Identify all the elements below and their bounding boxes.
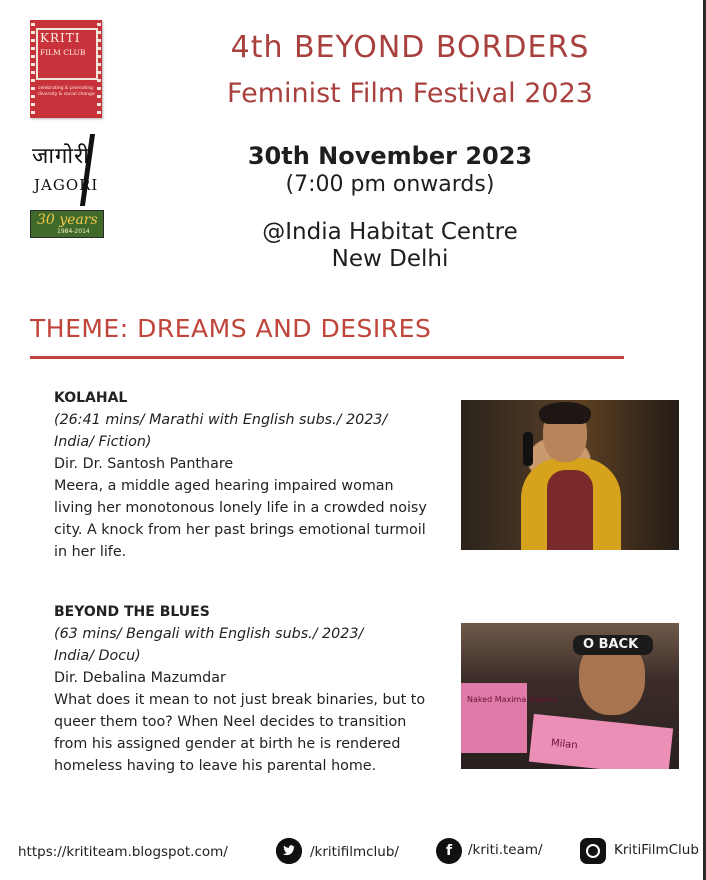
jagori-hindi-text: जागोरी <box>32 144 90 169</box>
event-venue: @India Habitat Centre <box>262 219 518 245</box>
facebook-icon[interactable]: f <box>436 838 462 864</box>
still-figure-blouse <box>547 470 593 550</box>
jagori-years-range: 1984-2014 <box>57 228 90 235</box>
still-phone <box>523 432 533 466</box>
film-description-line: in her life. <box>54 544 127 560</box>
festival-subtitle: Feminist Film Festival 2023 <box>227 78 593 109</box>
kolahal-film-still <box>461 400 679 550</box>
instagram-lens <box>586 844 600 858</box>
still-figure-hair <box>539 402 591 424</box>
still-banner-text: Naked Maxima Queers <box>467 695 558 704</box>
film-description-line: homeless having to leave his parental home. <box>54 758 377 774</box>
still-banner2-text: Milan <box>550 737 579 752</box>
still-protest-banner <box>461 683 527 753</box>
kriti-film-club-logo <box>30 20 102 118</box>
instagram-handle[interactable]: KritiFilmClub <box>614 842 699 858</box>
theme-heading: THEME: DREAMS AND DESIRES <box>30 314 432 343</box>
film-director: Dir. Dr. Santosh Panthare <box>54 456 234 472</box>
theme-divider <box>30 356 624 359</box>
film-title: BEYOND THE BLUES <box>54 604 210 620</box>
blog-link[interactable]: https://krititeam.blogspot.com/ <box>18 844 228 860</box>
jagori-years: 30 years <box>37 212 98 228</box>
event-city: New Delhi <box>331 246 449 272</box>
film-meta: India/ Docu) <box>54 648 141 664</box>
film-description-line: What does it mean to not just break binaries, but to <box>54 692 426 708</box>
film-description-line: city. A knock from her past brings emotional turmoil <box>54 522 426 538</box>
film-director: Dir. Debalina Mazumdar <box>54 670 226 686</box>
event-time: (7:00 pm onwards) <box>285 172 495 197</box>
film-description-line: from his assigned gender at birth he is rendered <box>54 736 401 752</box>
film-entry-beyond-the-blues <box>54 601 434 777</box>
film-description-line: Meera, a middle aged hearing impaired woman <box>54 478 394 494</box>
jagori-logo <box>30 130 104 238</box>
film-meta: India/ Fiction) <box>54 434 152 450</box>
kriti-logo-tagline: celebrating & promoting diversity & social change <box>38 86 95 97</box>
film-meta: (63 mins/ Bengali with English subs./ 2023/ <box>54 626 364 642</box>
event-date: 30th November 2023 <box>247 142 533 170</box>
film-description-line: living her monotonous lonely life in a crowded noisy <box>54 500 427 516</box>
film-title: KOLAHAL <box>54 390 128 406</box>
twitter-handle[interactable]: /kritifilmclub/ <box>310 844 399 860</box>
kriti-logo-name: KRITI <box>40 31 81 45</box>
jagori-years-badge <box>30 210 104 238</box>
film-entry-kolahal <box>54 387 434 563</box>
footer-links <box>0 830 706 870</box>
still-headband-text: O BACK <box>583 637 639 652</box>
beyond-the-blues-film-still <box>461 623 679 769</box>
kriti-logo-sub: FILM CLUB <box>40 48 86 57</box>
film-holes-left <box>31 23 35 115</box>
film-meta: (26:41 mins/ Marathi with English subs./ 2023/ <box>54 412 388 428</box>
festival-title: 4th BEYOND BORDERS <box>230 30 590 65</box>
instagram-icon[interactable] <box>580 838 606 864</box>
jagori-latin-text: JAGORI <box>34 176 99 194</box>
facebook-handle[interactable]: /kriti.team/ <box>468 842 543 858</box>
twitter-icon[interactable] <box>276 838 302 864</box>
film-description-line: queer them too? When Neel decides to transition <box>54 714 407 730</box>
